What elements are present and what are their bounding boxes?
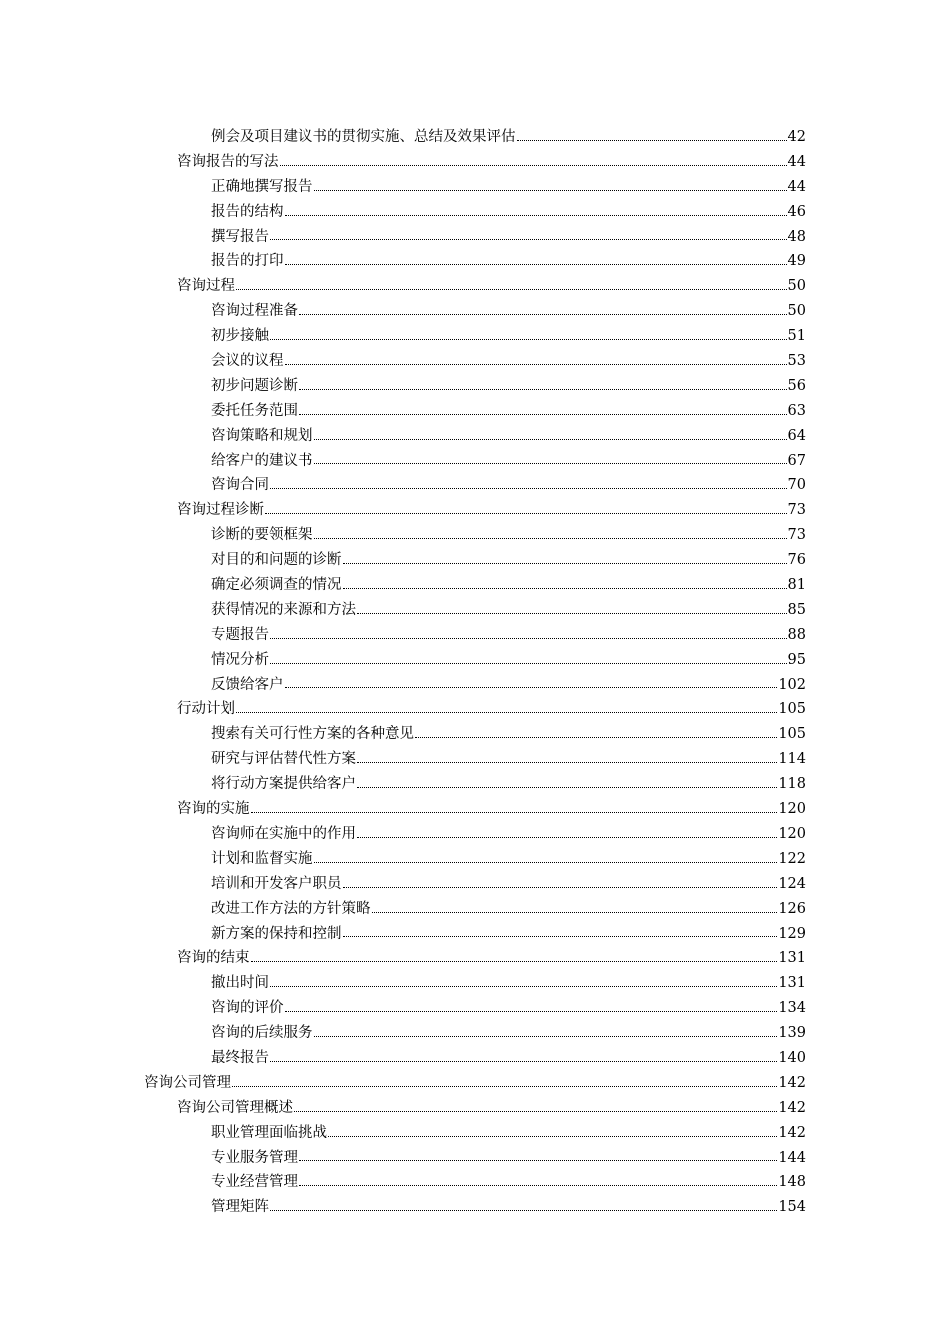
toc-entry-title: 委托任务范围 (211, 402, 298, 419)
toc-entry-page-number: 63 (787, 402, 806, 419)
toc-entry-title: 咨询公司管理 (144, 1074, 231, 1091)
toc-entry-title: 最终报告 (211, 1049, 269, 1066)
dot-leader (299, 389, 787, 390)
toc-entry[interactable] (211, 598, 806, 623)
toc-entry-title: 咨询报告的写法 (177, 153, 279, 170)
dot-leader (285, 687, 778, 688)
toc-entry-page-number: 124 (778, 875, 806, 892)
toc-entry-title: 初步问题诊断 (211, 377, 298, 394)
toc-entry-title: 职业管理面临挑战 (211, 1124, 327, 1141)
toc-entry-title: 专业服务管理 (211, 1149, 298, 1166)
toc-entry[interactable] (211, 996, 806, 1021)
dot-leader (314, 439, 787, 440)
toc-entry[interactable] (211, 897, 806, 922)
toc-entry[interactable] (177, 946, 806, 971)
dot-leader (299, 314, 787, 315)
toc-entry-title: 咨询合同 (211, 477, 269, 494)
dot-leader (314, 538, 787, 539)
toc-entry-page-number: 142 (778, 1124, 806, 1141)
toc-entry-title: 诊断的要领框架 (211, 527, 313, 544)
toc-entry-page-number: 139 (778, 1025, 806, 1042)
toc-entry[interactable] (211, 424, 806, 449)
dot-leader (251, 961, 778, 962)
toc-entry-title: 咨询的结束 (177, 950, 250, 967)
toc-entry[interactable] (211, 847, 806, 872)
toc-entry-page-number: 142 (778, 1074, 806, 1091)
dot-leader (270, 1061, 777, 1062)
toc-entry-title: 获得情况的来源和方法 (211, 601, 356, 618)
toc-entry-page-number: 50 (787, 278, 806, 295)
dot-leader (357, 837, 777, 838)
toc-entry-title: 行动计划 (177, 701, 235, 718)
toc-entry-page-number: 48 (787, 228, 806, 245)
toc-entry-page-number: 76 (787, 552, 806, 569)
toc-entry-page-number: 120 (778, 825, 806, 842)
dot-leader (265, 513, 787, 514)
dot-leader (357, 613, 787, 614)
dot-leader (270, 663, 787, 664)
dot-leader (270, 488, 787, 489)
toc-entry-page-number: 105 (778, 701, 806, 718)
toc-entry-title: 专业经营管理 (211, 1174, 298, 1191)
toc-entry[interactable] (211, 1170, 806, 1195)
toc-entry-page-number: 142 (778, 1099, 806, 1116)
toc-entry[interactable] (211, 125, 806, 150)
toc-entry-page-number: 114 (778, 751, 806, 768)
toc-entry-title: 报告的结构 (211, 203, 284, 220)
toc-entry[interactable] (211, 1195, 806, 1220)
toc-entry-page-number: 148 (778, 1174, 806, 1191)
toc-entry-title: 新方案的保持和控制 (211, 925, 342, 942)
toc-entry[interactable] (211, 573, 806, 598)
toc-entry[interactable] (211, 449, 806, 474)
toc-entry[interactable] (211, 872, 806, 897)
dot-leader (236, 289, 787, 290)
toc-entry-title: 改进工作方法的方针策略 (211, 900, 371, 917)
toc-entry-page-number: 131 (778, 950, 806, 967)
dot-leader (285, 1011, 778, 1012)
toc-entry-title: 管理矩阵 (211, 1199, 269, 1216)
dot-leader (251, 812, 778, 813)
toc-entry-page-number: 49 (787, 253, 806, 270)
toc-entry-page-number: 122 (778, 850, 806, 867)
toc-entry-page-number: 70 (787, 477, 806, 494)
toc-entry[interactable] (211, 473, 806, 498)
dot-leader (314, 862, 778, 863)
toc-entry[interactable] (211, 324, 806, 349)
toc-entry[interactable] (211, 299, 806, 324)
toc-entry-title: 研究与评估替代性方案 (211, 751, 356, 768)
toc-entry[interactable] (211, 822, 806, 847)
toc-entry-page-number: 64 (787, 427, 806, 444)
toc-entry[interactable] (177, 150, 806, 175)
toc-entry[interactable] (211, 1021, 806, 1046)
dot-leader (285, 215, 787, 216)
toc-entry-page-number: 144 (778, 1149, 806, 1166)
toc-entry[interactable] (211, 548, 806, 573)
dot-leader (343, 887, 778, 888)
toc-entry-title: 撰写报告 (211, 228, 269, 245)
dot-leader (372, 912, 778, 913)
toc-entry[interactable] (177, 274, 806, 299)
dot-leader (314, 190, 787, 191)
toc-entry-page-number: 134 (778, 1000, 806, 1017)
toc-entry[interactable] (211, 225, 806, 250)
toc-entry-title: 咨询过程准备 (211, 303, 298, 320)
toc-entry-title: 咨询的后续服务 (211, 1025, 313, 1042)
dot-leader (294, 1111, 777, 1112)
dot-leader (270, 239, 787, 240)
dot-leader (299, 414, 787, 415)
toc-entry-title: 搜索有关可行性方案的各种意见 (211, 726, 414, 743)
toc-entry-page-number: 44 (787, 178, 806, 195)
toc-entry[interactable] (211, 200, 806, 225)
toc-entry-title: 会议的议程 (211, 353, 284, 370)
dot-leader (343, 936, 778, 937)
toc-entry-title: 初步接触 (211, 328, 269, 345)
dot-leader (270, 638, 787, 639)
toc-entry-title: 确定必须调查的情况 (211, 577, 342, 594)
toc-entry[interactable] (177, 697, 806, 722)
dot-leader (357, 762, 777, 763)
toc-entry[interactable] (177, 797, 806, 822)
toc-entry-page-number: 131 (778, 975, 806, 992)
dot-leader (285, 364, 787, 365)
toc-entry-title: 给客户的建议书 (211, 452, 313, 469)
toc-entry-page-number: 51 (787, 328, 806, 345)
toc-entry-title: 将行动方案提供给客户 (211, 776, 356, 793)
toc-entry[interactable] (211, 1046, 806, 1071)
dot-leader (285, 264, 787, 265)
toc-entry[interactable] (144, 1071, 806, 1096)
toc-entry[interactable] (211, 1146, 806, 1171)
dot-leader (343, 588, 787, 589)
toc-entry-page-number: 44 (787, 153, 806, 170)
toc-entry[interactable] (211, 623, 806, 648)
toc-entry-page-number: 88 (787, 626, 806, 643)
toc-entry-title: 培训和开发客户职员 (211, 875, 342, 892)
toc-entry-title: 咨询过程 (177, 278, 235, 295)
toc-entry-page-number: 73 (787, 502, 806, 519)
toc-entry[interactable] (211, 772, 806, 797)
toc-entry-title: 报告的打印 (211, 253, 284, 270)
toc-entry-page-number: 120 (778, 801, 806, 818)
toc-entry-title: 咨询的实施 (177, 801, 250, 818)
toc-entry-title: 咨询的评价 (211, 1000, 284, 1017)
toc-entry-title: 咨询策略和规划 (211, 427, 313, 444)
toc-entry-page-number: 154 (778, 1199, 806, 1216)
toc-entry-page-number: 81 (787, 577, 806, 594)
toc-entry-page-number: 95 (787, 651, 806, 668)
toc-entry-page-number: 50 (787, 303, 806, 320)
dot-leader (270, 986, 777, 987)
toc-entry-page-number: 53 (787, 353, 806, 370)
toc-entry-title: 反馈给客户 (211, 676, 284, 693)
toc-entry[interactable] (211, 1121, 806, 1146)
toc-entry-page-number: 105 (778, 726, 806, 743)
toc-entry-page-number: 73 (787, 527, 806, 544)
toc-entry[interactable] (177, 1096, 806, 1121)
toc-entry[interactable] (211, 399, 806, 424)
toc-entry-title: 情况分析 (211, 651, 269, 668)
toc-entry-title: 咨询师在实施中的作用 (211, 825, 356, 842)
toc-entry-page-number: 126 (778, 900, 806, 917)
dot-leader (270, 1210, 777, 1211)
toc-entry[interactable] (211, 349, 806, 374)
toc-entry-page-number: 67 (787, 452, 806, 469)
toc-entry[interactable] (211, 722, 806, 747)
toc-entry-title: 对目的和问题的诊断 (211, 552, 342, 569)
toc-entry[interactable] (177, 498, 806, 523)
toc-entry-title: 计划和监督实施 (211, 850, 313, 867)
toc-entry-page-number: 42 (787, 129, 806, 145)
dot-leader (357, 787, 777, 788)
toc-entry[interactable] (211, 971, 806, 996)
toc-entry[interactable] (211, 922, 806, 947)
toc-entry-page-number: 118 (778, 776, 806, 793)
toc-entry[interactable] (211, 673, 806, 698)
toc-entry[interactable] (211, 249, 806, 274)
toc-entry-page-number: 56 (787, 377, 806, 394)
toc-entry-title: 正确地撰写报告 (211, 178, 313, 195)
dot-leader (415, 737, 777, 738)
toc-entry[interactable] (211, 175, 806, 200)
dot-leader (299, 1185, 777, 1186)
toc-entry-page-number: 85 (787, 601, 806, 618)
toc-entry-page-number: 140 (778, 1049, 806, 1066)
toc-entry-page-number: 46 (787, 203, 806, 220)
dot-leader (232, 1086, 777, 1087)
toc-entry-title: 撤出时间 (211, 975, 269, 992)
dot-leader (280, 165, 787, 166)
toc-entry-title: 专题报告 (211, 626, 269, 643)
dot-leader (236, 712, 777, 713)
toc-entry[interactable] (211, 648, 806, 673)
dot-leader (314, 463, 787, 464)
toc-entry-title: 咨询过程诊断 (177, 502, 264, 519)
toc-entry-page-number: 129 (778, 925, 806, 942)
dot-leader (299, 1160, 777, 1161)
toc-entry-page-number: 102 (778, 676, 806, 693)
dot-leader (343, 563, 787, 564)
table-of-contents (0, 125, 950, 1220)
dot-leader (314, 1036, 778, 1037)
toc-entry-title: 咨询公司管理概述 (177, 1099, 293, 1116)
dot-leader (270, 339, 787, 340)
toc-entry[interactable] (211, 374, 806, 399)
toc-entry[interactable] (211, 523, 806, 548)
dot-leader (517, 140, 787, 141)
dot-leader (328, 1136, 777, 1137)
toc-entry[interactable] (211, 747, 806, 772)
toc-entry-title: 例会及项目建议书的贯彻实施、总结及效果评估 (211, 129, 516, 145)
